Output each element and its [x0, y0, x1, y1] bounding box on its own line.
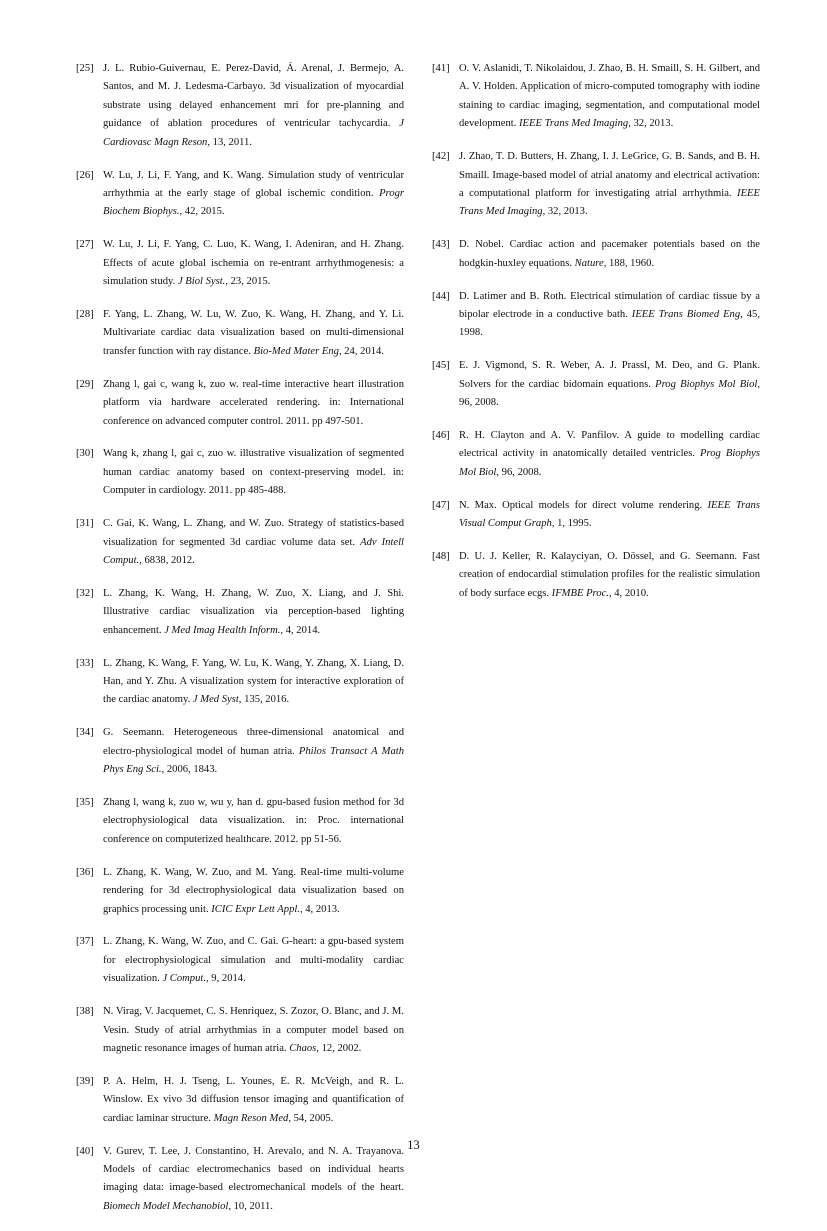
reference-text: [459, 288, 760, 343]
reference-volume-year: , 135, 2016.: [238, 694, 290, 706]
reference-volume-year: , 32, 2013.: [542, 206, 588, 218]
reference-number: [48]: [432, 551, 450, 563]
reference-entry: [76, 585, 404, 640]
reference-authors-title: N. Max. Optical models for direct volume rendering.: [459, 499, 708, 511]
reference-number: [32]: [76, 587, 94, 599]
page-number: 13: [407, 1138, 420, 1152]
reference-text: [103, 1003, 404, 1058]
reference-text: [103, 1143, 404, 1217]
reference-volume-year: , 188, 1960.: [603, 257, 655, 269]
reference-text: [103, 445, 404, 500]
reference-text: [103, 794, 404, 849]
reference-text: [103, 167, 404, 222]
reference-authors-title: C. Gai, K. Wang, L. Zhang, and W. Zuo. Strategy of statistics-based visualization for segmented 3d cardiac volume data set.: [103, 518, 404, 548]
reference-text: [103, 864, 404, 919]
reference-entry: [432, 357, 760, 412]
reference-authors-title: D. Nobel. Cardiac action and pacemaker potentials based on the hodgkin-huxley equations.: [459, 239, 760, 269]
reference-entry: [432, 548, 760, 603]
reference-text: [459, 497, 760, 534]
reference-text: [103, 60, 404, 152]
reference-number: [29]: [76, 378, 94, 390]
reference-number: [47]: [432, 499, 450, 511]
reference-venue: IEEE Trans Med Imaging: [459, 187, 760, 218]
reference-venue: Chaos: [289, 1042, 317, 1054]
reference-authors-title: Zhang l, wang k, zuo w, wu y, han d. gpu-based fusion method for 3d electrophysiological data visualization. in: Proc. international conference on computerized healthcare. 2012. pp 51-56.: [103, 797, 404, 845]
reference-number: [25]: [76, 63, 94, 74]
reference-text: [103, 655, 404, 710]
reference-text: [103, 306, 404, 361]
reference-authors-title: J. L. Rubio-Guivernau, E. Perez-David, Á. Arenal, J. Bermejo, A. Santos, and M. J. Ledesma-Carbayo. 3d visualization of myocardial substrate using delayed enhancement mri for pre-planning and guidance of ablation procedures of ventricular tachycardia.: [103, 63, 404, 130]
reference-entry: [432, 427, 760, 482]
reference-volume-year: , 42, 2015.: [179, 206, 225, 218]
reference-entry: [76, 794, 404, 849]
reference-text: [459, 236, 760, 273]
reference-volume-year: , 96, 2008.: [496, 466, 542, 478]
reference-number: [36]: [76, 866, 94, 878]
reference-authors-title: Zhang l, gai c, wang k, zuo w. real-time interactive heart illustration platform via hardware accelerated rendering. in: International conference on advanced computer control. 2011. pp 497-501.: [103, 378, 404, 427]
reference-text: [459, 427, 760, 482]
reference-volume-year: , 54, 2005.: [288, 1112, 334, 1124]
reference-text: [459, 548, 760, 603]
reference-volume-year: , 4, 2010.: [608, 587, 649, 599]
reference-entry: [432, 236, 760, 273]
reference-venue: ICIC Expr Lett Appl.: [211, 903, 300, 915]
reference-authors-title: R. H. Clayton and A. V. Panfilov. A guide to modelling cardiac electrical activity in anatomically detailed ventricles.: [459, 430, 760, 460]
reference-volume-year: , 45, 1998.: [459, 308, 760, 339]
reference-venue: J Biol Syst.: [177, 276, 226, 288]
reference-authors-title: J. Zhao, T. D. Butters, H. Zhang, I. J. LeGrice, G. B. Sands, and B. H. Smaill. Image-based model of atrial anatomy and electrical activation: a computational platform for investigating atrial arrhythmia.: [459, 151, 760, 199]
reference-authors-title: N. Virag, V. Jacquemet, C. S. Henriquez, S. Zozor, O. Blanc, and J. M. Vesin. Study of atrial arrhythmias in a computer model based on magnetic resonance images of human atria.: [103, 1006, 404, 1054]
reference-venue: IEEE Trans Biomed Eng: [631, 308, 741, 320]
reference-volume-year: , 96, 2008.: [459, 378, 761, 409]
reference-text: [103, 585, 404, 640]
reference-number: [42]: [432, 151, 450, 163]
reference-venue: IEEE Trans Visual Comput Graph: [459, 499, 760, 530]
reference-text: [103, 724, 404, 779]
reference-entry: [76, 167, 404, 222]
reference-number: [34]: [76, 727, 94, 739]
reference-entry: [76, 724, 404, 779]
reference-authors-title: W. Lu, J. Li, F. Yang, and K. Wang. Simulation study of ventricular arrhythmia at the early stage of global ischemic condition.: [103, 169, 404, 199]
reference-authors-title: E. J. Vigmond, S. R. Weber, A. J. Prassl, M. Deo, and G. Plank. Solvers for the cardiac bidomain equations.: [459, 360, 760, 390]
reference-entry: [76, 1143, 404, 1217]
reference-entry: [76, 445, 404, 500]
reference-number: [39]: [76, 1075, 94, 1087]
reference-number: [31]: [76, 518, 94, 530]
reference-entry: [432, 497, 760, 534]
reference-number: [33]: [76, 657, 94, 669]
reference-venue: Bio-Med Mater Eng: [253, 345, 339, 357]
reference-text: [103, 376, 404, 431]
reference-authors-title: V. Gurev, T. Lee, J. Constantino, H. Arevalo, and N. A. Trayanova. Models of cardiac electromechanics based on individual hearts imaging data: image-based electromechanical models of the heart.: [103, 1145, 404, 1194]
reference-text: [103, 236, 404, 291]
reference-column-left: [76, 60, 404, 1231]
reference-authors-title: G. Seemann. Heterogeneous three-dimensional anatomical and electro-physiological model of human atria.: [103, 727, 404, 757]
reference-authors-title: Wang k, zhang l, gai c, zuo w. illustrative visualization of segmented human cardiac anatomy based on context-preserving model. in: Computer in cardiology. 2011. pp 485-488.: [103, 448, 404, 497]
reference-venue: Adv Intell Comput.: [103, 536, 404, 566]
reference-entry: [76, 864, 404, 919]
reference-entry: [76, 236, 404, 291]
reference-venue: IFMBE Proc.: [551, 587, 609, 599]
reference-number: [26]: [76, 169, 94, 181]
reference-volume-year: , 13, 2011.: [207, 136, 252, 148]
reference-number: [46]: [432, 430, 450, 441]
reference-venue: Magn Reson Med: [213, 1112, 289, 1124]
reference-text: [103, 515, 404, 570]
reference-number: [45]: [432, 360, 450, 372]
reference-volume-year: , 10, 2011.: [228, 1200, 273, 1212]
reference-venue: J Comput.: [162, 973, 206, 985]
reference-entry: [76, 933, 404, 988]
reference-text: [103, 933, 404, 988]
reference-entry: [76, 306, 404, 361]
reference-number: [28]: [76, 308, 94, 320]
reference-authors-title: D. Latimer and B. Roth. Electrical stimulation of cardiac tissue by a bipolar electrode in a conductive bath.: [459, 290, 760, 320]
reference-venue: J Med Syst: [192, 694, 239, 706]
reference-authors-title: L. Zhang, K. Wang, F. Yang, W. Lu, K. Wang, Y. Zhang, X. Liang, D. Han, and Y. Zhu. A visualization system for interactive exploration of the cardiac anatomy.: [103, 657, 404, 706]
reference-text: [103, 1073, 404, 1128]
reference-venue: IEEE Trans Med Imaging: [519, 118, 629, 130]
reference-authors-title: P. A. Helm, H. J. Tseng, L. Younes, E. R. McVeigh, and R. L. Winslow. Ex vivo 3d diffusion tensor imaging and quantification of cardiac laminar structure.: [103, 1075, 404, 1124]
reference-number: [44]: [432, 290, 450, 302]
reference-authors-title: L. Zhang, K. Wang, W. Zuo, and M. Yang. Real-time multi-volume rendering for 3d electrophysiological data visualization based on graphics processing unit.: [103, 866, 404, 915]
reference-venue: Biomech Model Mechanobiol: [103, 1200, 229, 1212]
reference-venue: Prog Biophys Mol Biol: [459, 448, 760, 478]
reference-entry: [76, 655, 404, 710]
reference-number: [41]: [432, 63, 450, 74]
reference-number: [30]: [76, 448, 94, 460]
reference-authors-title: O. V. Aslanidi, T. Nikolaidou, J. Zhao, B. H. Smaill, S. H. Gilbert, and A. V. Holden. Application of micro-computed tomography with iodine staining to cardiac imaging, segmentation, and computational model development.: [459, 63, 760, 130]
reference-authors-title: W. Lu, J. Li, F. Yang, C. Luo, K. Wang, I. Adeniran, and H. Zhang. Effects of acute global ischemia on re-entrant arrhythmogenesis: a simulation study.: [103, 239, 404, 288]
reference-column-right: [432, 60, 760, 618]
reference-entry: [76, 60, 404, 152]
reference-venue: J Med Imag Health Inform.: [164, 624, 281, 636]
reference-venue: Philos Transact A Math Phys Eng Sci.: [103, 745, 404, 776]
reference-volume-year: , 1, 1995.: [551, 518, 592, 530]
reference-authors-title: L. Zhang, K. Wang, H. Zhang, W. Zuo, X. Liang, and J. Shi. Illustrative cardiac visualization via perception-based lighting enhancement.: [103, 587, 404, 636]
reference-volume-year: , 23, 2015.: [225, 276, 271, 288]
reference-entry: [432, 148, 760, 222]
reference-entry: [76, 515, 404, 570]
reference-volume-year: , 4, 2013.: [299, 903, 340, 915]
reference-venue: Nature: [574, 257, 604, 269]
reference-volume-year: , 4, 2014.: [280, 624, 321, 636]
reference-venue: J Cardiovasc Magn Reson: [103, 118, 404, 148]
reference-number: [38]: [76, 1006, 94, 1018]
reference-entry: [432, 288, 760, 343]
reference-venue: Prog Biophys Mol Biol: [655, 378, 758, 390]
reference-number: [40]: [76, 1145, 94, 1157]
reference-entry: [76, 1073, 404, 1128]
reference-volume-year: , 32, 2013.: [628, 118, 674, 130]
reference-volume-year: , 6838, 2012.: [139, 554, 195, 566]
reference-entry: [76, 1003, 404, 1058]
reference-volume-year: , 24, 2014.: [338, 345, 384, 357]
reference-text: [459, 60, 760, 134]
reference-authors-title: D. U. J. Keller, R. Kalayciyan, O. Dössel, and G. Seemann. Fast creation of endocardial stimulation profiles for the realistic simulation of body surface ecgs.: [459, 551, 760, 599]
reference-volume-year: , 9, 2014.: [206, 973, 246, 985]
reference-authors-title: L. Zhang, K. Wang, W. Zuo, and C. Gai. G-heart: a gpu-based system for electrophysiological simulation and multi-modality cardiac visualization.: [103, 936, 404, 985]
reference-authors-title: F. Yang, L. Zhang, W. Lu, W. Zuo, K. Wang, H. Zhang, and Y. Li. Multivariate cardiac data visualization based on multi-dimensional transfer function with ray distance.: [103, 308, 404, 357]
reference-number: [43]: [432, 239, 450, 251]
reference-volume-year: , 2006, 1843.: [161, 764, 218, 776]
reference-number: [27]: [76, 239, 94, 251]
reference-entry: [76, 376, 404, 431]
reference-number: [35]: [76, 797, 94, 808]
reference-number: [37]: [76, 936, 94, 948]
reference-text: [459, 357, 760, 412]
reference-text: [459, 148, 760, 222]
reference-volume-year: , 12, 2002.: [316, 1042, 362, 1054]
reference-entry: [432, 60, 760, 134]
reference-venue: Progr Biochem Biophys.: [103, 187, 404, 218]
